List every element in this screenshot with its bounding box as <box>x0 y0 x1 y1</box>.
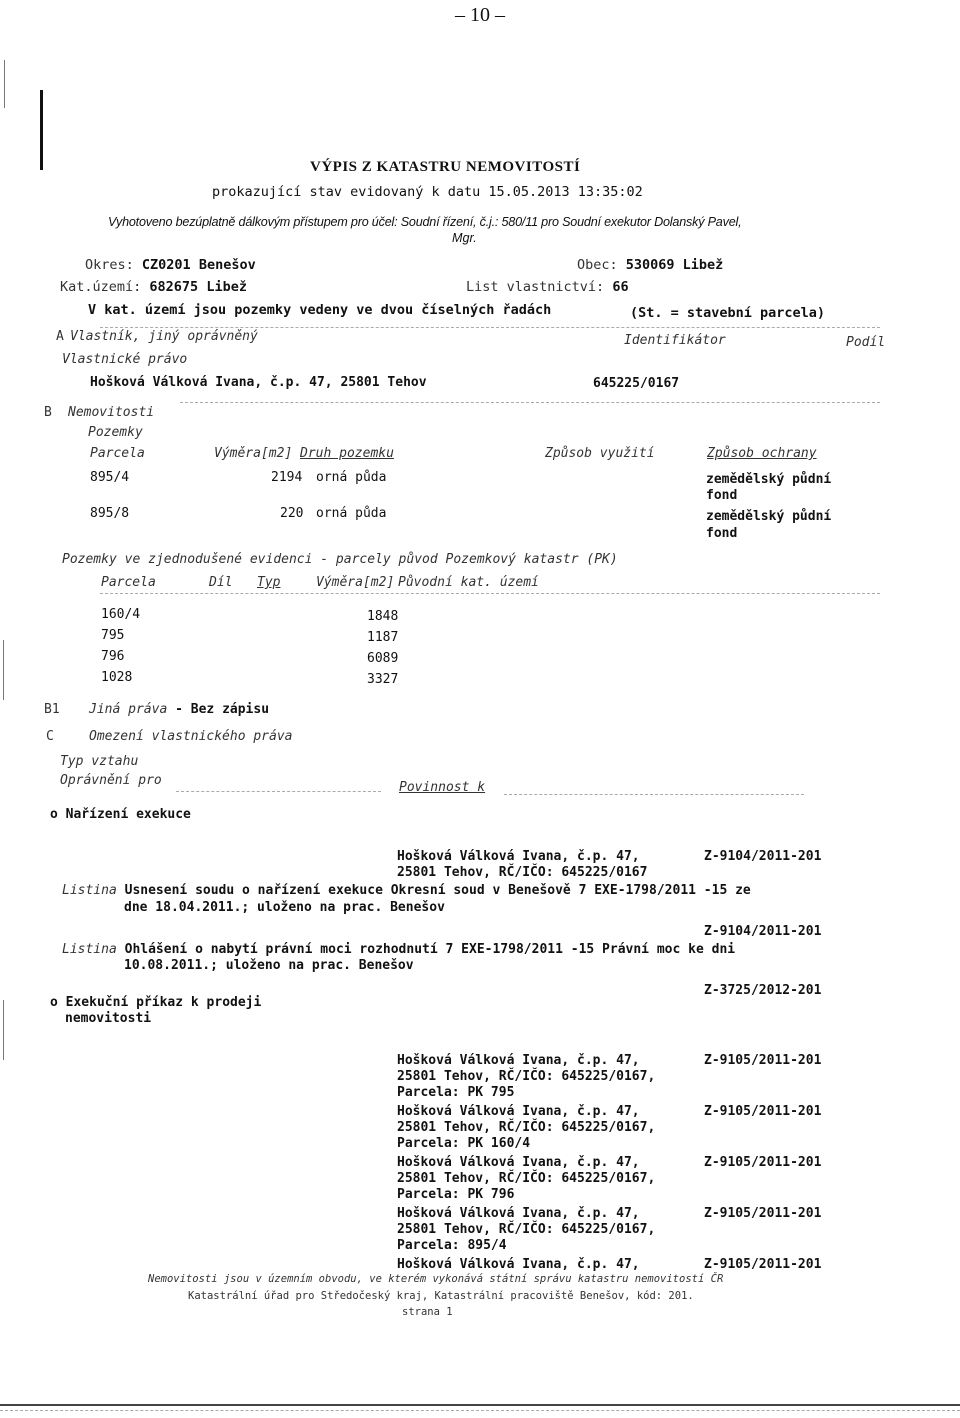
kat-uzemi-row <box>60 279 247 295</box>
section-a-letter: A <box>56 329 64 344</box>
margin-mark <box>3 640 4 700</box>
party-ref: Z-9105/2011-201 <box>704 1206 822 1221</box>
col-vymera: Výměra[m2] <box>214 446 293 461</box>
section-a-title: Vlastník, jiný oprávněný <box>70 329 258 344</box>
party-line: Hošková Válková Ivana, č.p. 47, <box>397 1104 640 1119</box>
party-line: Hošková Válková Ivana, č.p. 47, <box>397 1206 640 1221</box>
simplified-col-dil: Díl <box>209 575 233 590</box>
parcel-type: orná půda <box>316 470 387 485</box>
owner-name: Hošková Válková Ivana, č.p. 47, 25801 Tehov <box>90 375 427 390</box>
section-b-letter: B <box>44 405 52 420</box>
section-b1-title: Jiná práva <box>89 702 168 717</box>
party-line: Hošková Válková Ivana, č.p. 47, <box>397 1155 640 1170</box>
owner-identifier: 645225/0167 <box>593 376 680 391</box>
entry-exek-prikaz <box>50 995 261 1010</box>
margin-mark <box>3 1000 4 1060</box>
section-b1-value: - Bez zápisu <box>175 702 270 717</box>
two-series-note: V kat. území jsou pozemky vedeny ve dvou číselných řadách <box>88 302 552 318</box>
okres-label: Okres: <box>85 257 134 273</box>
section-rule <box>100 327 880 328</box>
party-ref: Z-9105/2011-201 <box>704 1104 822 1119</box>
entry-party: Hošková Válková Ivana, č.p. 47, <box>397 849 640 864</box>
parcel-protection: zemědělský půdní <box>706 509 832 524</box>
pozemky-header: Pozemky <box>88 425 143 440</box>
opravneni-pro: Oprávnění pro <box>60 773 162 788</box>
obec-label: Obec: <box>577 257 618 273</box>
simplified-parcel-number: 1028 <box>101 670 133 685</box>
simplified-col-parcela: Parcela <box>101 575 156 590</box>
scan-edge <box>0 1404 960 1406</box>
parcel-area: 2194 <box>271 470 303 485</box>
party-parcel: Parcela: PK 160/4 <box>397 1136 531 1151</box>
listina-1 <box>62 883 751 898</box>
listina-1-line-2: dne 18.04.2011.; uloženo na prac. Benešov <box>124 900 445 915</box>
section-c-title: Omezení vlastnického práva <box>89 729 293 744</box>
party-address: 25801 Tehov, RČ/IČO: 645225/0167, <box>397 1069 656 1084</box>
entry-exek-prikaz-ref: Z-3725/2012-201 <box>704 983 822 998</box>
party-parcel: Parcela: PK 796 <box>397 1187 515 1202</box>
simplified-col-puvodni: Původní kat. území <box>398 575 539 590</box>
simplified-parcel-number: 160/4 <box>101 607 141 622</box>
footer-page: strana 1 <box>402 1306 453 1318</box>
document-subtitle: prokazující stav evidovaný k datu 15.05.2013 13:35:02 <box>212 184 643 200</box>
podil-header: Podíl <box>846 335 886 350</box>
parcel-area: 220 <box>280 506 304 521</box>
section-c-letter: C <box>46 729 54 744</box>
party-parcel: Parcela: PK 795 <box>397 1085 515 1100</box>
listina-text: Ohlášení o nabytí právní moci rozhodnutí 7 EXE-1798/2011 -15 Právní moc ke dni <box>124 942 736 957</box>
party-line: Hošková Válková Ivana, č.p. 47, <box>397 1257 640 1272</box>
section-b1-letter: B1 <box>44 702 60 717</box>
list-row <box>466 279 629 295</box>
section-rule <box>100 593 880 594</box>
footer-line-1: Nemovitosti jsou v územním obvodu, ve kterém vykonává státní správu katastru nemovitostí ČR <box>148 1273 724 1285</box>
party-ref: Z-9105/2011-201 <box>704 1155 822 1170</box>
col-ochrana: Způsob ochrany <box>707 446 817 461</box>
kat-uzemi-label: Kat.území: <box>60 279 142 295</box>
section-rule <box>180 402 880 403</box>
entry-title: Nařízení exekuce <box>65 807 191 822</box>
simplified-parcel-area: 3327 <box>367 672 399 687</box>
parcel-type: orná půda <box>316 506 387 521</box>
list-value: 66 <box>612 279 629 295</box>
margin-bar <box>40 90 43 170</box>
simplified-parcel-number: 796 <box>101 649 125 664</box>
bullet-icon: o <box>50 807 58 822</box>
margin-mark <box>4 60 5 108</box>
section-rule <box>504 794 804 795</box>
page-number: – 10 – <box>455 4 505 26</box>
stavebni-note: (St. = stavební parcela) <box>630 305 826 321</box>
parcel-protection: zemědělský půdní <box>706 472 832 487</box>
obec-row <box>577 257 723 273</box>
col-vyuziti: Způsob využití <box>545 446 655 461</box>
parcel-protection-2: fond <box>706 488 738 503</box>
typ-vztahu: Typ vztahu <box>60 754 139 769</box>
party-address: 25801 Tehov, RČ/IČO: 645225/0167, <box>397 1222 656 1237</box>
kat-uzemi-value: 682675 Libež <box>149 279 247 295</box>
parcel-number: 895/8 <box>90 506 130 521</box>
parcel-number: 895/4 <box>90 470 130 485</box>
povinnost-k: Povinnost k <box>399 780 486 795</box>
listina-label: Listina <box>62 883 117 898</box>
vlastnicke-pravo: Vlastnické právo <box>62 352 188 367</box>
col-druh: Druh pozemku <box>300 446 394 461</box>
party-ref: Z-9105/2011-201 <box>704 1053 822 1068</box>
listina-text: Usnesení soudu o nařízení exekuce Okresní soud v Benešově 7 EXE-1798/2011 -15 ze <box>124 883 751 898</box>
col-parcela: Parcela <box>90 446 145 461</box>
access-line-2: Mgr. <box>452 231 477 245</box>
listina-label: Listina <box>62 942 117 957</box>
simplified-evidence-title: Pozemky ve zjednodušené evidenci - parcely původ Pozemkový katastr (PK) <box>62 552 618 567</box>
simplified-col-vymera: Výměra[m2] <box>316 575 395 590</box>
party-parcel: Parcela: 895/4 <box>397 1238 507 1253</box>
party-address: 25801 Tehov, RČ/IČO: 645225/0167, <box>397 1171 656 1186</box>
listina-1-ref: Z-9104/2011-201 <box>704 924 822 939</box>
simplified-col-typ: Typ <box>257 575 281 590</box>
document-title: VÝPIS Z KATASTRU NEMOVITOSTÍ <box>310 159 581 175</box>
party-ref: Z-9105/2011-201 <box>704 1257 822 1272</box>
listina-2-line-2: 10.08.2011.; uloženo na prac. Benešov <box>124 958 414 973</box>
scan-edge-2 <box>0 1410 960 1411</box>
entry-title: Exekuční příkaz k prodeji <box>65 995 262 1010</box>
party-address: 25801 Tehov, RČ/IČO: 645225/0167, <box>397 1120 656 1135</box>
section-rule <box>176 791 381 792</box>
entry-party-ref: Z-9104/2011-201 <box>704 849 822 864</box>
identifikator-header: Identifikátor <box>624 333 726 348</box>
party-line: Hošková Válková Ivana, č.p. 47, <box>397 1053 640 1068</box>
list-label: List vlastnictví: <box>466 279 605 295</box>
okres-row <box>85 257 256 273</box>
simplified-parcel-number: 795 <box>101 628 125 643</box>
okres-value: CZ0201 Benešov <box>141 257 256 273</box>
entry-title-2: nemovitosti <box>65 1011 152 1026</box>
entry-nariz-exekuce <box>50 807 191 822</box>
bullet-icon: o <box>50 995 58 1010</box>
access-line: Vyhotoveno bezúplatně dálkovým přístupem pro účel: Soudní řízení, č.j.: 580/11 pro Soudní exekutor Dolanský Pavel, <box>108 215 742 229</box>
obec-value: 530069 Libež <box>625 257 724 273</box>
section-b1-row <box>89 702 269 717</box>
footer-line-2: Katastrální úřad pro Středočeský kraj, Katastrální pracoviště Benešov, kód: 201. <box>188 1290 694 1302</box>
simplified-parcel-area: 1848 <box>367 609 399 624</box>
simplified-parcel-area: 6089 <box>367 651 399 666</box>
parcel-protection-2: fond <box>706 526 738 541</box>
section-b-title: Nemovitosti <box>68 405 155 420</box>
simplified-parcel-area: 1187 <box>367 630 399 645</box>
listina-2 <box>62 942 735 957</box>
entry-party-2: 25801 Tehov, RČ/IČO: 645225/0167 <box>397 865 648 880</box>
